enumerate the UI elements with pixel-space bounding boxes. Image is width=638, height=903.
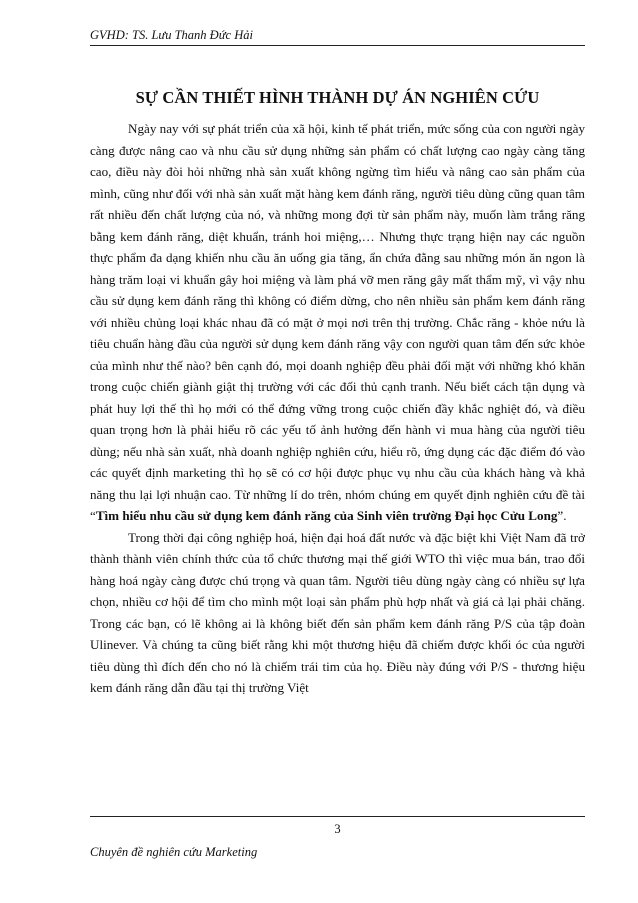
research-topic: Tìm hiểu nhu cầu sử dụng kem đánh răng của Sinh viên trường Đại học Cửu Long <box>95 508 558 523</box>
paragraph-1-end: ”. <box>557 508 567 523</box>
course-name: Chuyên đề nghiên cứu Marketing <box>90 845 258 859</box>
paragraph-2: Trong thời đại công nghiệp hoá, hiện đại hoá đất nước và đặc biệt khi Việt Nam đã trở thành thành viên chính thức của tổ chức thương mại thế giới WTO thì việc mua bán, trao đổi hàng hoá ngày càng được chú trọng và quan tâm. Người tiêu dùng ngày càng có nhiều sự lựa chọn, nhiều cơ hội để tìm cho mình một loại sản phẩm phù hợp nhất và giá cả lại phải chăng. Trong các bạn, có lẽ không ai là không biết đến sản phẩm kem đánh răng P/S của tập đoàn Ulinever. Và chúng ta cũng biết rằng khi một thương hiệu đã chiếm được khối óc của người tiêu dùng thì đích đến cho nó là chiếm trái tim của họ. Điều này đúng với P/S - thương hiệu kem đánh răng dẫn đầu tại thị trường Việt <box>90 529 585 695</box>
page-number: 3 <box>334 822 341 836</box>
advisor-text: GVHD: TS. Lưu Thanh Đức Hải <box>90 28 253 42</box>
section-title: SỰ CẦN THIẾT HÌNH THÀNH DỰ ÁN NGHIÊN CỨU <box>135 88 540 107</box>
footer-divider <box>90 816 585 817</box>
running-footer <box>90 845 585 860</box>
body-text <box>90 118 585 699</box>
paragraph-1 <box>90 118 585 527</box>
running-header <box>90 28 585 46</box>
paragraph-1-text: Ngày nay với sự phát triển của xã hội, kinh tế phát triển, mức sống của con người ngày càng được nâng cao và nhu cầu sử dụng những sản phẩm có chất lượng cao ngày càng tăng cao, điều này đòi hỏi những nhà sản xuất không ngừng tìm hiểu và nâng cao sản phẩm của mình, cũng như đối với nhà sản xuất mặt hàng kem đánh răng, người tiêu dùng cũng quan tâm rất nhiều đến chất lượng của nó, và những mong đợi từ sản phẩm này, muốn làm trắng răng bằng kem đánh răng, diệt khuẩn, tránh hoi miệng,… Nhưng thực trạng hiện nay các nguồn thực phẩm đa dạng khiến nhu cầu ăn uống gia tăng, ẩn chứa đằng sau những món ăn ngon là hàng trăm loại vi khuẩn gây hoi miệng và làm phá vỡ men răng gây mất thẩm mỹ, vì vậy nhu cầu sử dụng kem đánh răng thì không có điểm dừng, cho nên nhiều sản phẩm kem đánh răng với nhiều chủng loại khác nhau đã có mặt ở mọi nơi trên thị trường. Chắc răng - khỏe nứu là tiêu chuẩn hàng đầu của người sử dụng kem đánh răng vậy con người quan tâm đến sức khỏe của mình như thế nào? bên cạnh đó, mọi doanh nghiệp đều phải đối mặt với những khó khăn trong cuộc chiến giành giật thị trường với các đối thủ cạnh tranh. Nếu biết cách tận dụng và phát huy lợi thế thì họ mới có thể đứng vững trong cuộc chiến đầy khắc nghiệt đó, và điều quan trọng hơn là phải hiểu rõ các yếu tố ảnh hưởng đến hành vi mua hàng của người tiêu dùng; nếu nhà sản xuất, nhà doanh nghiệp nghiên cứu, hiểu rõ, ứng dụng các đặc điểm đó vào các quyết định marketing thì họ sẽ có cơ hội được phục vụ nhu cầu của khách hàng và khả năng thu lại lợi nhuận cao. Từ những lí do trên, nhóm chúng em quyết định nghiên cứu đề tài “ <box>90 121 585 523</box>
